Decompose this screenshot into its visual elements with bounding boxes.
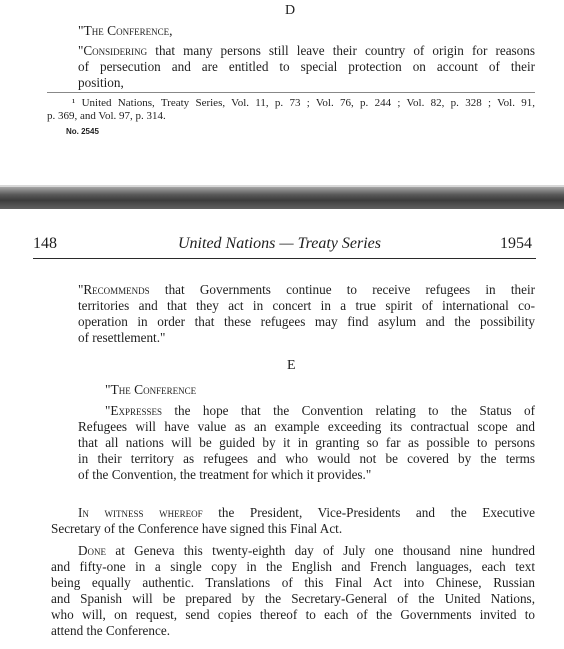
section-letter-d: D bbox=[285, 3, 296, 18]
witness-lead: In witness whereof bbox=[78, 505, 203, 520]
done-line-4: and Spanish will be prepared by the Secretary-General of the United Nations, bbox=[51, 591, 535, 606]
recommends-line-2: territories and that they act in concert in a true spirit of international co- bbox=[78, 298, 535, 313]
page-number: 148 bbox=[33, 235, 57, 252]
expresses-lead: "Expresses bbox=[105, 403, 162, 418]
expresses-line-3: that all nations will be guided by it in granting so far as possible to persons bbox=[78, 435, 535, 450]
recommends-paragraph bbox=[78, 282, 535, 346]
expresses-line-1: the hope that the Convention relating to the Status of bbox=[174, 403, 536, 418]
footnote-line-1: ¹ United Nations, Treaty Series, Vol. 11, p. 73 ; Vol. 76, p. 244 ; Vol. 82, p. 328 ; Vol. 91, bbox=[72, 97, 535, 109]
footnote-rule bbox=[47, 92, 535, 93]
publication-year: 1954 bbox=[500, 235, 532, 252]
conference-heading-e: "The Conference bbox=[105, 382, 197, 397]
done-lead: Done bbox=[78, 543, 107, 558]
witness-line-1: the President, Vice-Presidents and the Executive bbox=[218, 505, 535, 520]
witness-paragraph bbox=[51, 505, 535, 537]
witness-line-2: Secretary of the Conference have signed this Final Act. bbox=[51, 521, 343, 536]
recommends-line-4: of resettlement." bbox=[78, 330, 166, 345]
recommends-line-1: that Governments continue to receive refugees in their bbox=[164, 282, 536, 297]
section-letter-e: E bbox=[287, 358, 296, 373]
expresses-line-2: Refugees will have value as an example exceeding its contractual scope and bbox=[78, 419, 535, 434]
page-divider bbox=[0, 187, 564, 209]
considering-line-1: that many persons still leave their country of origin for reasons bbox=[155, 43, 535, 58]
header-rule bbox=[33, 258, 536, 259]
done-line-2: and fifty-one in a single copy in the English and French languages, each text bbox=[51, 559, 535, 574]
considering-line-2: of persecution and are entitled to special protection on account of their bbox=[78, 59, 535, 74]
footnote-line-2: p. 369, and Vol. 97, p. 314. bbox=[47, 110, 166, 122]
done-line-6: attend the Conference. bbox=[51, 623, 170, 638]
expresses-line-5: of the Convention, the treatment for which it provides." bbox=[78, 467, 372, 482]
expresses-paragraph bbox=[78, 403, 535, 483]
document-number: No. 2545 bbox=[66, 127, 99, 136]
considering-lead: "Considering bbox=[78, 43, 148, 58]
running-title: United Nations — Treaty Series bbox=[178, 235, 381, 252]
expresses-line-4: in their territory as refugees and who would not be covered by the terms bbox=[78, 451, 535, 466]
done-line-3: being equally authentic. Translations of this Final Act into Chinese, Russian bbox=[51, 575, 535, 590]
done-line-1: at Geneva this twenty-eighth day of July one thousand nine hundred bbox=[115, 543, 536, 558]
recommends-lead: "Recommends bbox=[78, 282, 150, 297]
considering-line-3: position, bbox=[78, 75, 124, 90]
done-paragraph bbox=[51, 543, 535, 639]
recommends-line-3: operation in order that these refugees may find asylum and the possibility bbox=[78, 314, 535, 329]
done-line-5: who will, on request, send copies thereof to each of the Governments invited to bbox=[51, 607, 535, 622]
conference-heading-d: "The Conference, bbox=[78, 23, 173, 38]
considering-paragraph bbox=[78, 43, 535, 91]
